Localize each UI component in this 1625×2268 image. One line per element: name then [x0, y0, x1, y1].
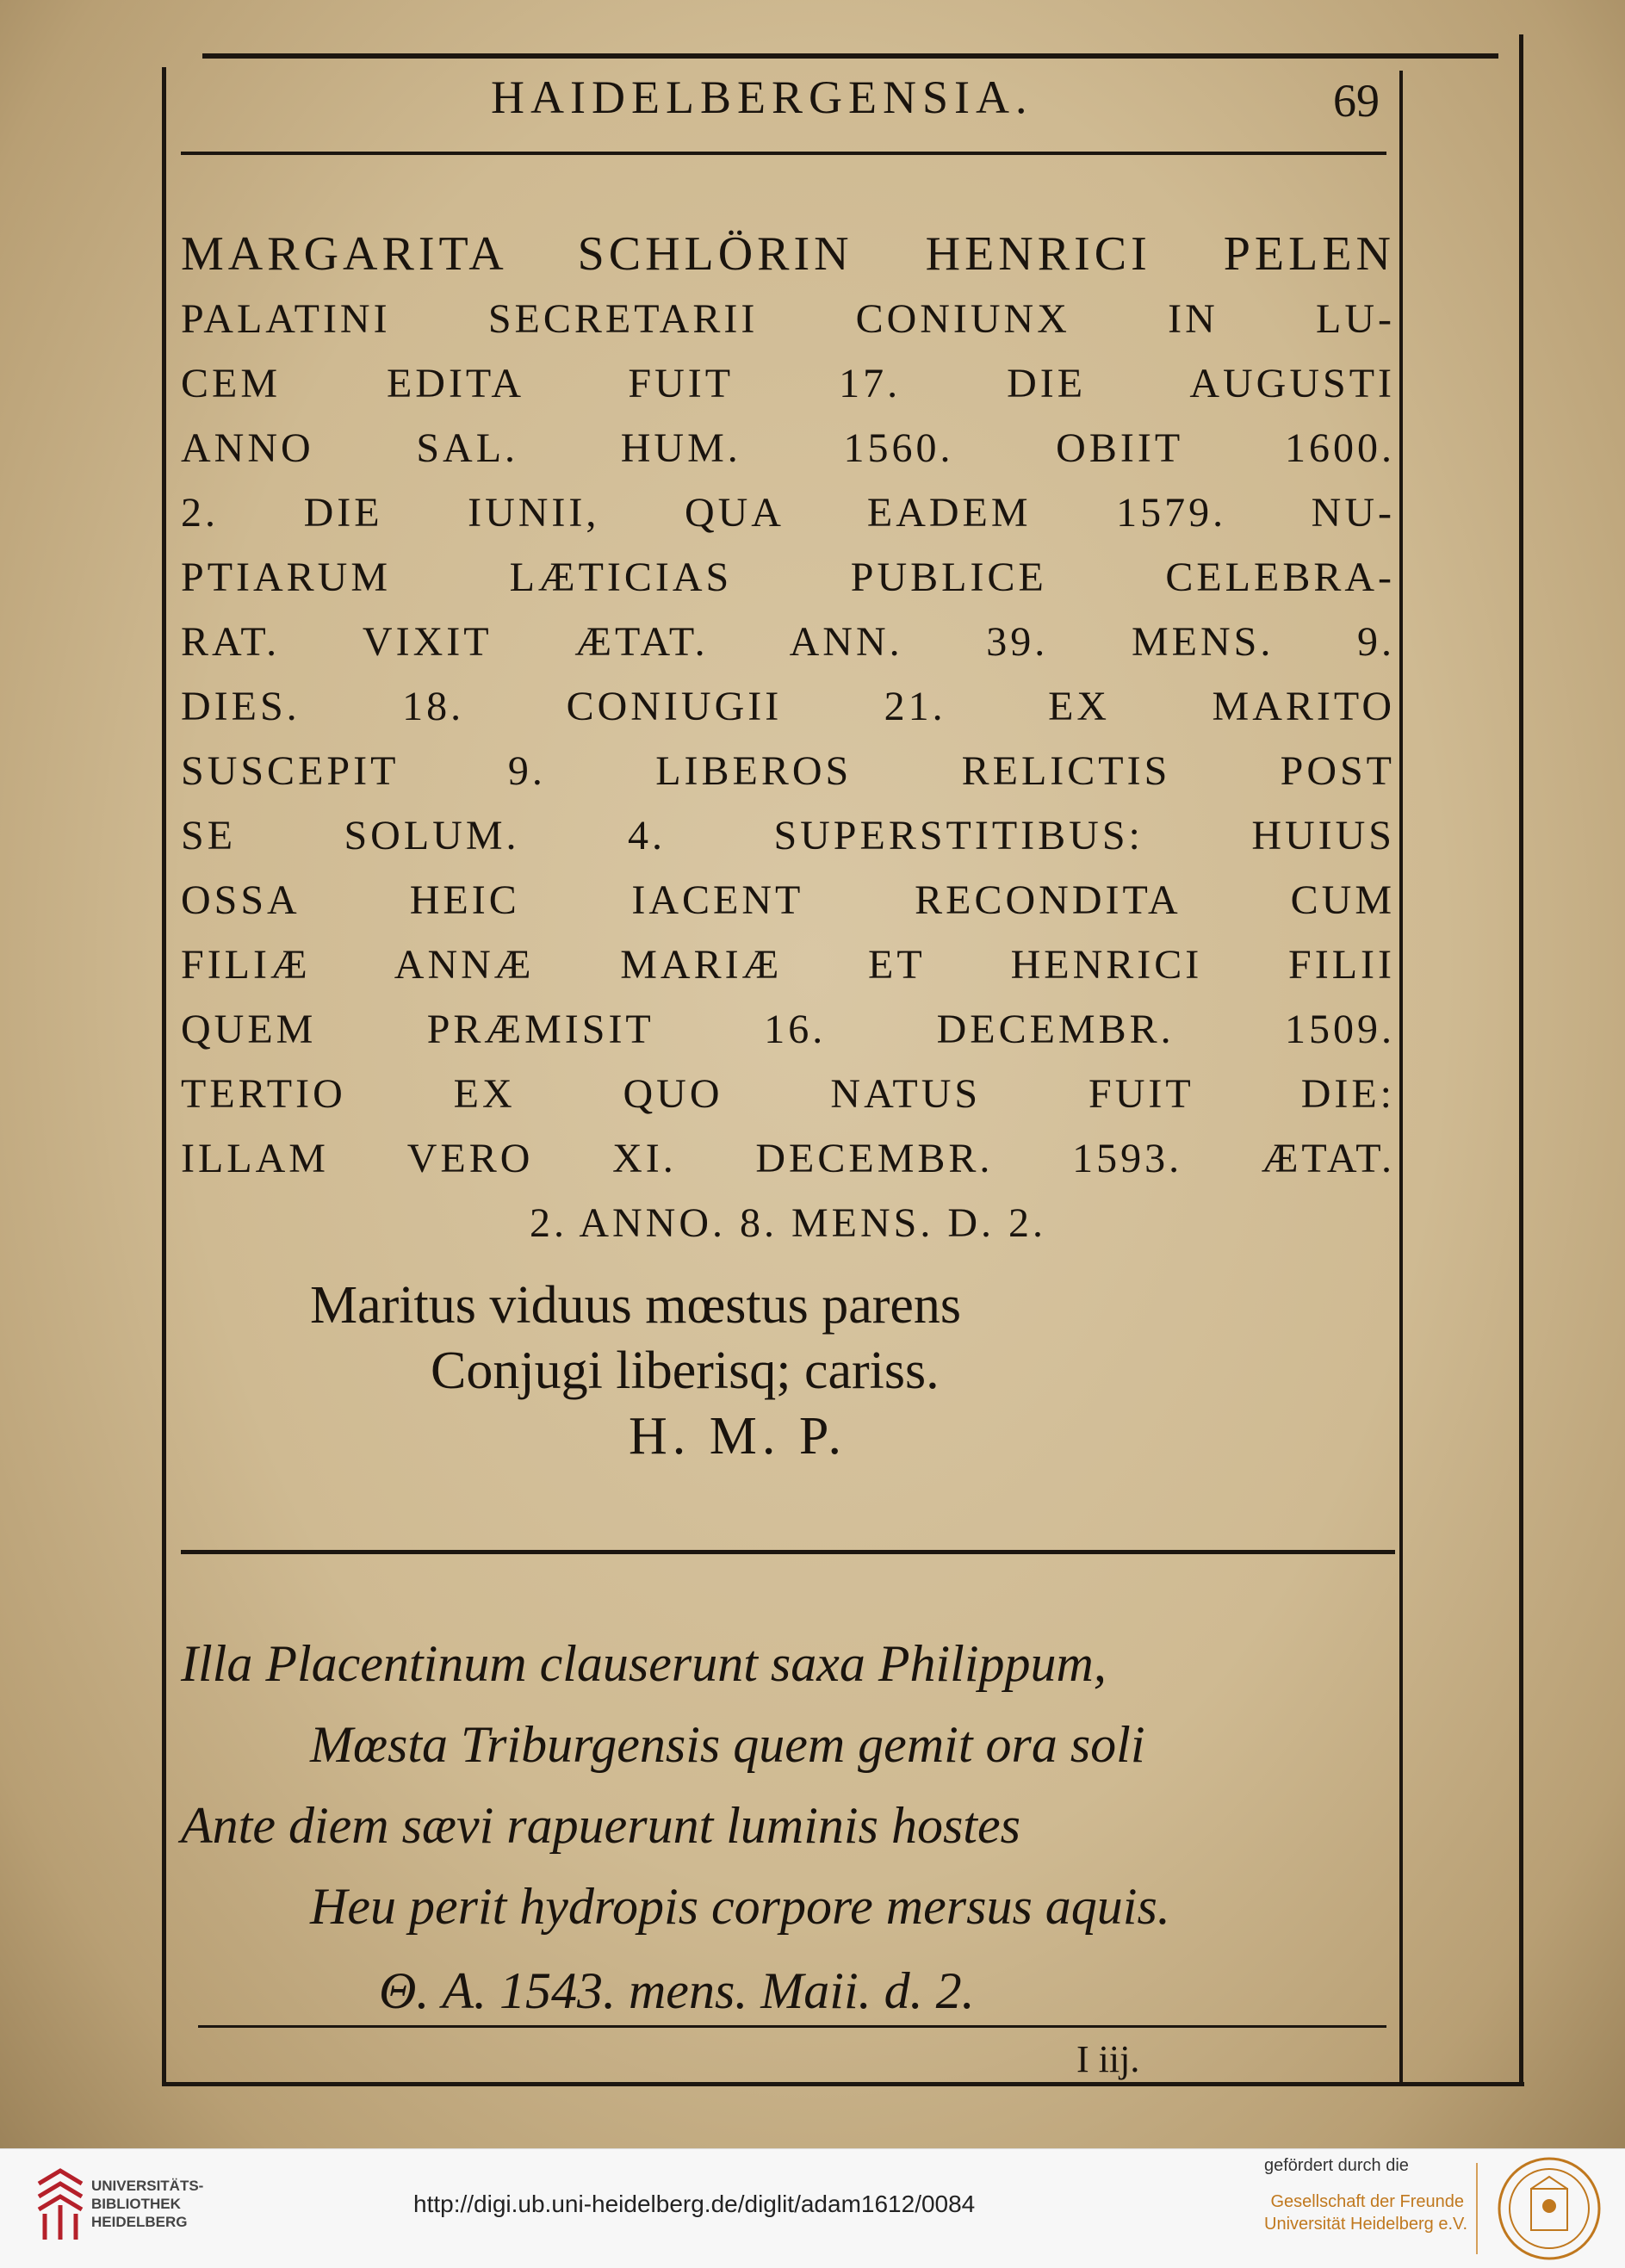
frame-left-rule — [162, 67, 166, 2086]
epitaph-line: ILLAM VERO XI. DECEMBR. 1593. ÆTAT. — [181, 1136, 1395, 1181]
epitaph-line: DIES. 18. CONIUGII 21. EX MARITO — [181, 684, 1395, 729]
dedication-line: Conjugi liberisq; cariss. — [431, 1342, 940, 1400]
epitaph-line: SE SOLUM. 4. SUPERSTITIBUS: HUIUS — [181, 813, 1395, 858]
footer-bar — [0, 2148, 1625, 2268]
sponsor-divider — [1476, 2163, 1478, 2254]
epitaph-line: CEM EDITA FUIT 17. DIE AUGUSTI — [181, 361, 1395, 406]
frame-top-rule — [202, 53, 1498, 59]
epitaph-line: ANNO SAL. HUM. 1560. OBIIT 1600. — [181, 425, 1395, 471]
poem-line: Mœsta Triburgensis quem gemit ora soli — [310, 1716, 1145, 1773]
dedication-line: Maritus viduus mœstus parens — [310, 1276, 962, 1335]
epitaph-text — [181, 222, 1395, 1255]
running-head: HAIDELBERGENSIA. — [491, 71, 1033, 123]
epitaph-line: PTIARUM LÆTICIAS PUBLICE CELEBRA- — [181, 555, 1395, 600]
frame-inner-right-rule — [1399, 71, 1403, 2085]
poem-line: Ante diem sævi rapuerunt luminis hostes — [181, 1797, 1020, 1854]
permalink-url[interactable]: http://digi.ub.uni-heidelberg.de/diglit/adam1612/0084 — [413, 2191, 976, 2217]
epitaph-line: TERTIO EX QUO NATUS FUIT DIE: — [181, 1071, 1395, 1117]
library-logo-icon[interactable] — [34, 2166, 86, 2244]
epitaph-line: PALATINI SECRETARII CONIUNX IN LU- — [181, 296, 1395, 342]
frame-outer-right-rule — [1519, 34, 1523, 2084]
epitaph-line: OSSA HEIC IACENT RECONDITA CUM — [181, 877, 1395, 923]
epitaph-line: 2. ANNO. 8. MENS. D. 2. — [529, 1200, 1047, 1246]
library-name[interactable]: UNIVERSITÄTS- BIBLIOTHEK HEIDELBERG — [91, 2178, 204, 2230]
poem-date: Θ. A. 1543. mens. Maii. d. 2. — [379, 1962, 975, 2019]
frame-bottom-rule — [164, 2082, 1524, 2086]
section-rule — [181, 1550, 1395, 1554]
page-number: 69 — [1333, 75, 1380, 127]
latin-poem — [181, 1623, 1386, 2031]
university-seal-icon[interactable] — [1497, 2156, 1602, 2261]
sponsor-label: gefördert durch die — [1264, 2156, 1409, 2175]
epitaph-line: QUEM PRÆMISIT 16. DECEMBR. 1509. — [181, 1007, 1395, 1052]
header-rule — [181, 152, 1386, 155]
signature-mark: I iij. — [1076, 2038, 1140, 2080]
dedication-line: H. M. P. — [629, 1407, 847, 1466]
epitaph-line: RAT. VIXIT ÆTAT. ANN. 39. MENS. 9. — [181, 619, 1395, 665]
epitaph-line: MARGARITA SCHLÖRIN HENRICI PELEN — [181, 227, 1395, 281]
poem-line: Illa Placentinum clauserunt saxa Philippum, — [181, 1635, 1107, 1692]
epitaph-line: SUSCEPIT 9. LIBEROS RELICTIS POST — [181, 748, 1395, 794]
epitaph-line: 2. DIE IUNII, QUA EADEM 1579. NU- — [181, 490, 1395, 536]
poem-line: Heu perit hydropis corpore mersus aquis. — [310, 1878, 1170, 1935]
sponsor-name[interactable]: Gesellschaft der Freunde Universität Heidelberg e.V. — [1264, 2192, 1468, 2234]
dedication-block — [310, 1273, 1171, 1469]
epitaph-line: FILIÆ ANNÆ MARIÆ ET HENRICI FILII — [181, 942, 1395, 988]
